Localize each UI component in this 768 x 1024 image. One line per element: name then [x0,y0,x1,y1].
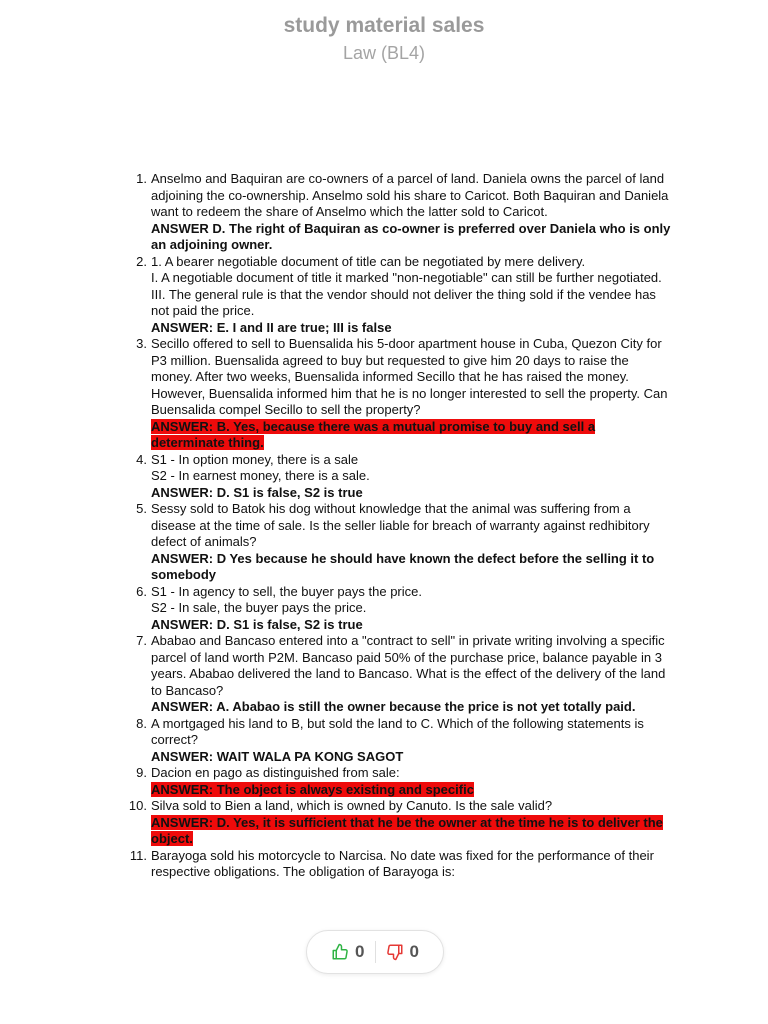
question-number: 6. [136,583,147,599]
question-text: III. The general rule is that the vendor should not deliver the thing sold if the vendee has not paid the price. [151,286,656,318]
question-text: S2 - In sale, the buyer pays the price. [151,600,367,615]
question-text: I. A negotiable document of title it marked "non-negotiable" can still be further negotiated. [151,270,662,285]
answer-text: ANSWER: D Yes because he should have known the defect before the selling it to somebody [151,550,655,582]
answer-text: ANSWER: D. S1 is false, S2 is true [151,616,363,632]
question-text: 1. A bearer negotiable document of title can be negotiated by mere delivery. [151,253,586,269]
question-item [136,583,671,634]
question-item [136,501,671,584]
answer-highlight: ANSWER: B. Yes, because there was a mutual promise to buy and sell a determinate thing. [151,418,596,450]
document-title: study material sales [283,14,485,37]
question-text: Dacion en pago as distinguished from sale: [151,765,400,780]
downvote-button[interactable] [376,942,429,962]
question-text: S1 - In agency to sell, the buyer pays the price. [151,583,422,599]
answer-highlight: ANSWER: D. Yes, it is sufficient that he be the owner at the time he is to deliver the object. [151,814,663,846]
question-text: S2 - In earnest money, there is a sale. [151,468,370,483]
question-number: 7. [136,633,147,648]
question-number: 11. [129,847,147,863]
question-text: Anselmo and Baquiran are co-owners of a parcel of land. Daniela owns the parcel of land adjoining the co-ownership. Anselmo sold his share to Caricot. Both Baquiran and Daniela want to redeem the share of Anselmo which the latter sold to Caricot. [151,171,669,219]
upvote-button[interactable] [321,942,374,962]
upvote-count: 0 [355,942,365,961]
answer-text: ANSWER: A. Ababao is still the owner because the price is not yet totally paid. [151,699,636,714]
question-item [136,715,671,766]
answer-text: ANSWER: E. I and II are true; III is false [151,319,392,335]
question-text: Ababao and Bancaso entered into a "contract to sell" in private writing involving a specific parcel of land worth P2M. Bancaso paid 50% of the purchase price, balance payable in 3 years. Ababao delivered the land to Bancaso. What is the effect of the delivery of the land to Bancaso? [151,633,666,698]
question-item [136,451,671,502]
question-item [136,253,671,337]
question-text: Silva sold to Bien a land, which is owned by Canuto. Is the sale valid? [151,798,553,813]
question-text: S1 - In option money, there is a sale [151,451,359,467]
question-item [136,633,671,716]
question-item [136,171,671,254]
vote-bar [306,930,444,974]
answer-text [151,815,671,848]
question-text: Barayoga sold his motorcycle to Narcisa. No date was fixed for the performance of their respective obligations. The obligation of Barayoga is: [151,847,654,879]
question-number: 5. [136,501,147,516]
question-number: 4. [136,451,147,467]
answer-text: ANSWER: WAIT WALA PA KONG SAGOT [151,748,404,764]
question-text: Sessy sold to Batok his dog without knowledge that the animal was suffering from a disease at the time of sale. Is the seller liable for breach of warranty against redhibitory defect of animals? [151,501,650,549]
answer-text: ANSWER: D. S1 is false, S2 is true [151,484,363,500]
question-number: 8. [136,715,147,731]
question-number: 9. [136,765,147,780]
thumbs-down-icon [386,943,404,961]
question-text: Secillo offered to sell to Buensalida his 5-door apartment house in Cuba, Quezon City for P3 million. Buensalida agreed to buy but requested to give him 20 days to raise the money. After two weeks, Buensalida informed Secillo that he has raised the money. However, Buensalida informed him that he is no longer interested to sell the property. Can Buensalida compel Secillo to sell the property? [151,336,668,417]
document-subtitle: Law (BL4) [342,43,426,63]
question-number: 2. [136,253,147,269]
question-item [136,336,671,452]
downvote-count: 0 [409,942,419,961]
question-number: 10. [128,798,147,813]
document-header [0,12,768,66]
question-number: 1. [136,171,147,186]
question-item [129,847,671,881]
question-item [136,765,671,798]
thumbs-up-icon [331,943,349,961]
answer-text: ANSWER D. The right of Baquiran as co-owner is preferred over Daniela who is only an adjoining owner. [151,220,671,252]
question-list [128,171,671,881]
question-number: 3. [136,336,147,351]
answer-highlight: ANSWER: The object is always existing and specific [151,781,474,797]
question-item [128,798,671,848]
answer-text [151,419,671,452]
question-text: A mortgaged his land to B, but sold the land to C. Which of the following statements is correct? [151,715,644,747]
answer-text [151,782,671,799]
